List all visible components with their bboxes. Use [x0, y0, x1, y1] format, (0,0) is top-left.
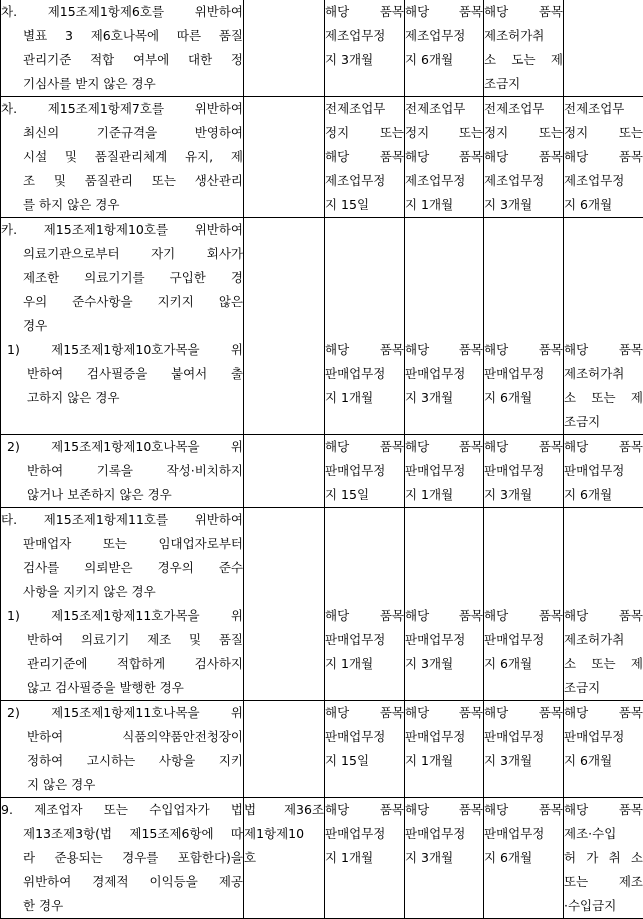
text-line: 카. 제15조제1항제10호를 위반하여	[1, 218, 243, 242]
text-line: 판매업무정	[484, 362, 563, 386]
text-line: 해당 품목	[405, 145, 483, 169]
penalty-2nd-cell	[405, 218, 484, 339]
text-line: 지 3개월	[484, 193, 563, 217]
legal-basis-cell	[244, 701, 325, 798]
text-line: 해당 품목	[325, 604, 404, 628]
text-line: 지 6개월	[484, 846, 563, 870]
text-line: 해당 품목	[405, 0, 483, 24]
text-line: 지 6개월	[484, 386, 563, 410]
table-row	[1, 508, 643, 605]
violation-cell	[1, 0, 244, 97]
text-line: 반하여 기록을 작성·비치하지	[1, 459, 243, 483]
text-line: 정지 또는	[325, 121, 404, 145]
text-line: 해당 품목	[484, 604, 563, 628]
penalty-4th-cell	[564, 435, 643, 508]
text-line: 않고 검사필증을 발행한 경우	[1, 676, 243, 700]
penalty-3rd-cell	[484, 604, 564, 701]
text-line: 제조업무정	[564, 169, 643, 193]
legal-basis-cell	[244, 508, 325, 605]
text-line: 제조업무정	[484, 169, 563, 193]
text-line: 반하여 의료기기 제조 및 품질	[1, 628, 243, 652]
penalty-4th-cell	[564, 604, 643, 701]
text-line: 또는 제조	[564, 870, 643, 894]
penalty-4th-cell	[564, 97, 643, 218]
table-row	[1, 97, 643, 218]
text-line: 해당 품목	[564, 435, 643, 459]
penalty-1st-cell	[325, 97, 405, 218]
text-line: 지 3개월	[484, 749, 563, 773]
text-line: 제조허가취	[564, 362, 643, 386]
penalty-4th-cell	[564, 338, 643, 435]
text-line: 우의 준수사항을 지키지 않은	[1, 290, 243, 314]
text-line: 반하여 검사필증을 붙여서 출	[1, 362, 243, 386]
penalty-2nd-cell	[405, 508, 484, 605]
legal-basis-cell	[244, 0, 325, 97]
penalty-4th-cell	[564, 0, 643, 97]
text-line: 조금지	[564, 676, 643, 700]
penalty-3rd-cell	[484, 435, 564, 508]
text-line: 소 또는 제	[564, 386, 643, 410]
text-line: 경우	[1, 314, 243, 338]
text-line: 해당 품목	[484, 0, 563, 24]
text-line: 판매업무정	[325, 725, 404, 749]
text-line: 해당 품목	[405, 604, 483, 628]
text-line: 호	[244, 846, 324, 870]
legal-basis-cell	[244, 604, 325, 701]
text-line: 해당 품목	[484, 338, 563, 362]
text-line: 지 1개월	[405, 749, 483, 773]
penalty-1st-cell	[325, 701, 405, 798]
text-line: 정지 또는	[484, 121, 563, 145]
text-line: 지 6개월	[405, 48, 483, 72]
text-line: 해당 품목	[484, 145, 563, 169]
text-line: 제조허가취	[564, 628, 643, 652]
penalty-1st-cell	[325, 218, 405, 339]
text-line: 해당 품목	[405, 338, 483, 362]
penalty-2nd-cell	[405, 435, 484, 508]
text-line: 해당 품목	[405, 701, 483, 725]
violation-cell	[1, 338, 244, 435]
penalty-1st-cell	[325, 508, 405, 605]
text-line: 차. 제15조제1항제6호를 위반하여	[1, 0, 243, 24]
text-line: 의료기관으로부터 자기 회사가	[1, 242, 243, 266]
text-line: 판매업무정	[405, 628, 483, 652]
text-line: 지 6개월	[564, 193, 643, 217]
violation-cell	[1, 798, 244, 919]
text-line: 위반하여 경제적 이익등을 제공	[1, 870, 243, 894]
table-row	[1, 604, 643, 701]
text-line: 해당 품목	[564, 701, 643, 725]
penalty-3rd-cell	[484, 701, 564, 798]
text-line: 관리기준에 적합하게 검사하지	[1, 652, 243, 676]
text-line: 2) 제15조제1항제11호나목을 위	[1, 701, 243, 725]
text-line: 지 1개월	[405, 193, 483, 217]
text-line: 검사를 의뢰받은 경우의 준수	[1, 556, 243, 580]
text-line: 지 3개월	[405, 386, 483, 410]
table-row	[1, 701, 643, 798]
text-line: 고하지 않은 경우	[1, 386, 243, 410]
table-row	[1, 435, 643, 508]
text-line: 판매업무정	[484, 822, 563, 846]
text-line: 차. 제15조제1항제7호를 위반하여	[1, 97, 243, 121]
text-line: ·수입금지	[564, 894, 643, 918]
text-line: 지 3개월	[405, 652, 483, 676]
text-line: 해당 품목	[564, 338, 643, 362]
text-line: 허 가 취 소	[564, 846, 643, 870]
text-line: 지 1개월	[325, 652, 404, 676]
text-line: 라 준용되는 경우를 포함한다)을	[1, 846, 243, 870]
penalty-2nd-cell	[405, 701, 484, 798]
text-line: 소 도는 제	[484, 48, 563, 72]
text-line: 지 15일	[325, 749, 404, 773]
legal-basis-cell	[244, 218, 325, 339]
penalty-3rd-cell	[484, 0, 564, 97]
text-line: 소 또는 제	[564, 652, 643, 676]
text-line: 판매업무정	[405, 362, 483, 386]
penalty-3rd-cell	[484, 218, 564, 339]
text-line: 지 않은 경우	[1, 773, 243, 797]
text-line: 판매업무정	[484, 725, 563, 749]
text-line: 지 6개월	[564, 749, 643, 773]
text-line: 판매업무정	[564, 725, 643, 749]
text-line: 지 3개월	[325, 48, 404, 72]
text-line: 정하여 고시하는 사항을 지키	[1, 749, 243, 773]
violation-cell	[1, 218, 244, 339]
legal-basis-cell	[244, 97, 325, 218]
table-row	[1, 338, 643, 435]
text-line: 해당 품목	[484, 435, 563, 459]
legal-basis-cell	[244, 338, 325, 435]
text-line: 법 제36조	[244, 798, 324, 822]
text-line: 판매업무정	[405, 822, 483, 846]
table-row	[1, 798, 643, 919]
text-line: 타. 제15조제1항제11호를 위반하여	[1, 508, 243, 532]
text-line: 전제조업무	[484, 97, 563, 121]
text-line: 판매업무정	[325, 628, 404, 652]
text-line: 지 1개월	[325, 386, 404, 410]
text-line: 1) 제15조제1항제10호가목을 위	[1, 338, 243, 362]
text-line: 조 및 품질관리 또는 생산관리	[1, 169, 243, 193]
penalty-2nd-cell	[405, 0, 484, 97]
text-line: 반하여 식품의약품안전청장이	[1, 725, 243, 749]
penalty-4th-cell	[564, 218, 643, 339]
penalty-1st-cell	[325, 435, 405, 508]
text-line: 해당 품목	[325, 701, 404, 725]
text-line: 한 경우	[1, 894, 243, 918]
text-line: 제조업무정	[405, 24, 483, 48]
violation-cell	[1, 604, 244, 701]
text-line: 제조업무정	[325, 24, 404, 48]
penalty-2nd-cell	[405, 798, 484, 919]
text-line: 해당 품목	[325, 435, 404, 459]
text-line: 해당 품목	[484, 798, 563, 822]
text-line: 해당 품목	[564, 145, 643, 169]
text-line: 9. 제조업자 또는 수입업자가 법	[1, 798, 243, 822]
text-line: 기심사를 받지 않은 경우	[1, 72, 243, 96]
text-line: 지 15일	[325, 193, 404, 217]
text-line: 제조업무정	[405, 169, 483, 193]
text-line: 지 1개월	[405, 483, 483, 507]
text-line: 해당 품목	[564, 798, 643, 822]
text-line: 판매업무정	[484, 628, 563, 652]
penalty-1st-cell	[325, 0, 405, 97]
text-line: 판매업무정	[405, 725, 483, 749]
penalty-3rd-cell	[484, 798, 564, 919]
table-row	[1, 218, 643, 339]
table-row	[1, 0, 643, 97]
text-line: 정지 또는	[405, 121, 483, 145]
text-line: 제조허가취	[484, 24, 563, 48]
violation-cell	[1, 701, 244, 798]
text-line: 정지 또는	[564, 121, 643, 145]
text-line: 전제조업무	[405, 97, 483, 121]
text-line: 해당 품목	[484, 701, 563, 725]
text-line: 판매업무정	[325, 822, 404, 846]
text-line: 제13조제3항(법 제15조제6항에 따	[1, 822, 243, 846]
text-line: 판매업무정	[325, 362, 404, 386]
text-line: 판매업무정	[405, 459, 483, 483]
text-line: 관리기준 적합 여부에 대한 정	[1, 48, 243, 72]
text-line: 않거나 보존하지 않은 경우	[1, 483, 243, 507]
text-line: 사항을 지키지 않은 경우	[1, 580, 243, 604]
text-line: 별표 3 제6호나목에 따른 품질	[1, 24, 243, 48]
text-line: 2) 제15조제1항제10호나목을 위	[1, 435, 243, 459]
text-line: 를 하지 않은 경우	[1, 193, 243, 217]
text-line: 판매업무정	[564, 459, 643, 483]
text-line: 해당 품목	[405, 435, 483, 459]
text-line: 해당 품목	[325, 145, 404, 169]
text-line: 전제조업무	[325, 97, 404, 121]
text-line: 해당 품목	[405, 798, 483, 822]
penalty-3rd-cell	[484, 508, 564, 605]
text-line: 판매업무정	[325, 459, 404, 483]
text-line: 지 6개월	[564, 483, 643, 507]
text-line: 최신의 기준규격을 반영하여	[1, 121, 243, 145]
legal-basis-cell	[244, 798, 325, 919]
text-line: 해당 품목	[564, 604, 643, 628]
legal-basis-cell	[244, 435, 325, 508]
penalty-3rd-cell	[484, 338, 564, 435]
violation-cell	[1, 435, 244, 508]
penalty-4th-cell	[564, 701, 643, 798]
text-line: 지 3개월	[484, 483, 563, 507]
text-line: 지 6개월	[484, 652, 563, 676]
text-line: 제조업무정	[325, 169, 404, 193]
penalty-2nd-cell	[405, 604, 484, 701]
text-line: 지 15일	[325, 483, 404, 507]
text-line: 전제조업무	[564, 97, 643, 121]
text-line: 해당 품목	[325, 798, 404, 822]
text-line: 제조한 의료기기를 구입한 경	[1, 266, 243, 290]
penalty-3rd-cell	[484, 97, 564, 218]
text-line: 해당 품목	[325, 338, 404, 362]
violation-cell	[1, 97, 244, 218]
text-line: 제1항제10	[244, 822, 324, 846]
text-line: 1) 제15조제1항제11호가목을 위	[1, 604, 243, 628]
penalty-4th-cell	[564, 798, 643, 919]
text-line: 지 3개월	[405, 846, 483, 870]
text-line: 시설 및 품질관리체계 유지, 제	[1, 145, 243, 169]
penalty-4th-cell	[564, 508, 643, 605]
text-line: 제조·수입	[564, 822, 643, 846]
text-line: 조금지	[484, 72, 563, 96]
penalty-2nd-cell	[405, 338, 484, 435]
penalty-1st-cell	[325, 604, 405, 701]
penalty-2nd-cell	[405, 97, 484, 218]
penalty-1st-cell	[325, 798, 405, 919]
text-line: 판매업자 또는 임대업자로부터	[1, 532, 243, 556]
text-line: 지 1개월	[325, 846, 404, 870]
violation-cell	[1, 508, 244, 605]
text-line: 조금지	[564, 410, 643, 434]
text-line: 판매업무정	[484, 459, 563, 483]
text-line: 해당 품목	[325, 0, 404, 24]
penalty-1st-cell	[325, 338, 405, 435]
